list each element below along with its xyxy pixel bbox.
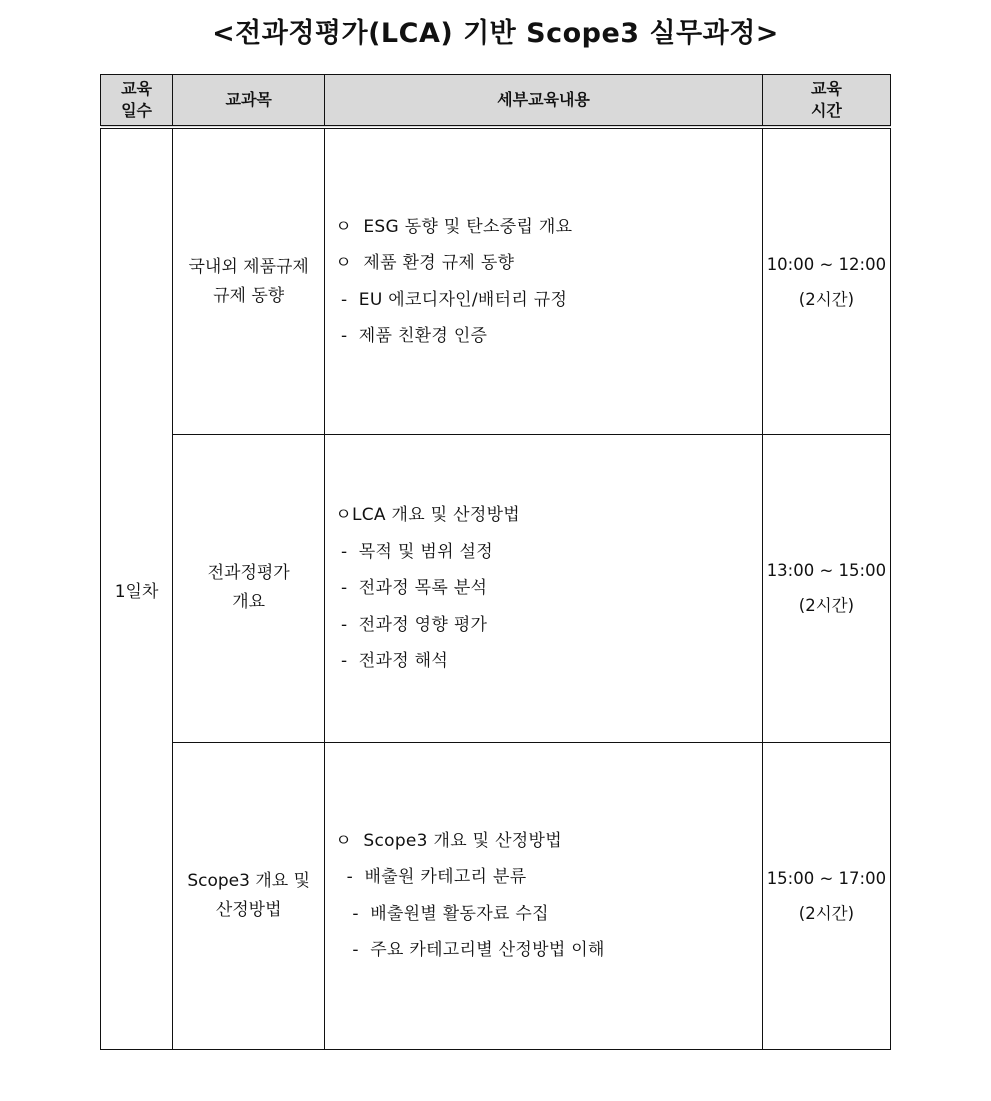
time-range: 15:00 ~ 17:00 [766,868,887,888]
header-detail: 세부교육내용 [325,75,763,128]
detail-line: - 전과정 목록 분석 [335,578,488,598]
time-cell [762,742,890,1050]
subject-cell [173,742,325,1050]
detail-cell [325,127,763,435]
detail-line: ㅇ ESG 동향 및 탄소중립 개요 [335,216,573,237]
detail-line: - EU 에코디자인/배터리 규정 [335,289,568,310]
subject-line: Scope3 개요 및 [187,870,311,891]
day-cell: 1일차 [101,127,173,1050]
time-duration: (2시간) [798,289,855,309]
time-cell [762,127,890,435]
header-day-line-2: 일수 [121,101,152,120]
time-duration: (2시간) [798,903,855,923]
subject-line: 국내외 제품규제 [188,256,309,277]
detail-line: ㅇLCA 개요 및 산정방법 [335,505,521,525]
time-cell [762,435,890,743]
schedule-table [100,74,891,1050]
detail-line: - 전과정 영향 평가 [335,614,488,635]
detail-line: - 목적 및 범위 설정 [335,541,493,562]
header-subject: 교과목 [173,75,325,128]
detail-cell [325,742,763,1050]
table-row [101,435,891,743]
detail-cell [325,435,763,743]
table-header-row [101,75,891,128]
detail-line: - 주요 카테고리별 산정방법 이해 [335,940,605,961]
header-time-line-1: 교육 [810,79,842,98]
detail-line: - 배출원별 활동자료 수집 [335,903,549,924]
detail-line: - 배출원 카테고리 분류 [335,867,527,888]
subject-line: 산정방법 [215,899,282,920]
time-range: 10:00 ~ 12:00 [766,254,887,274]
table-row [101,742,891,1050]
table-row [101,127,891,435]
detail-line: - 전과정 해석 [335,651,449,671]
subject-cell [173,435,325,743]
page-title: <전과정평가(LCA) 기반 Scope3 실무과정> [212,18,779,49]
time-range: 13:00 ~ 15:00 [766,561,887,581]
header-time [762,75,890,128]
header-time-line-2: 시간 [810,101,842,120]
detail-line: ㅇ Scope3 개요 및 산정방법 [335,830,562,851]
time-duration: (2시간) [798,596,855,616]
subject-line: 규제 동향 [213,285,285,306]
subject-line: 개요 [232,592,266,613]
subject-line: 전과정평가 [207,563,290,584]
subject-cell [173,127,325,435]
header-day-line-1: 교육 [121,79,152,98]
detail-line: ㅇ 제품 환경 규제 동향 [335,253,515,273]
detail-line: - 제품 친환경 인증 [335,326,488,346]
header-day [101,75,173,128]
